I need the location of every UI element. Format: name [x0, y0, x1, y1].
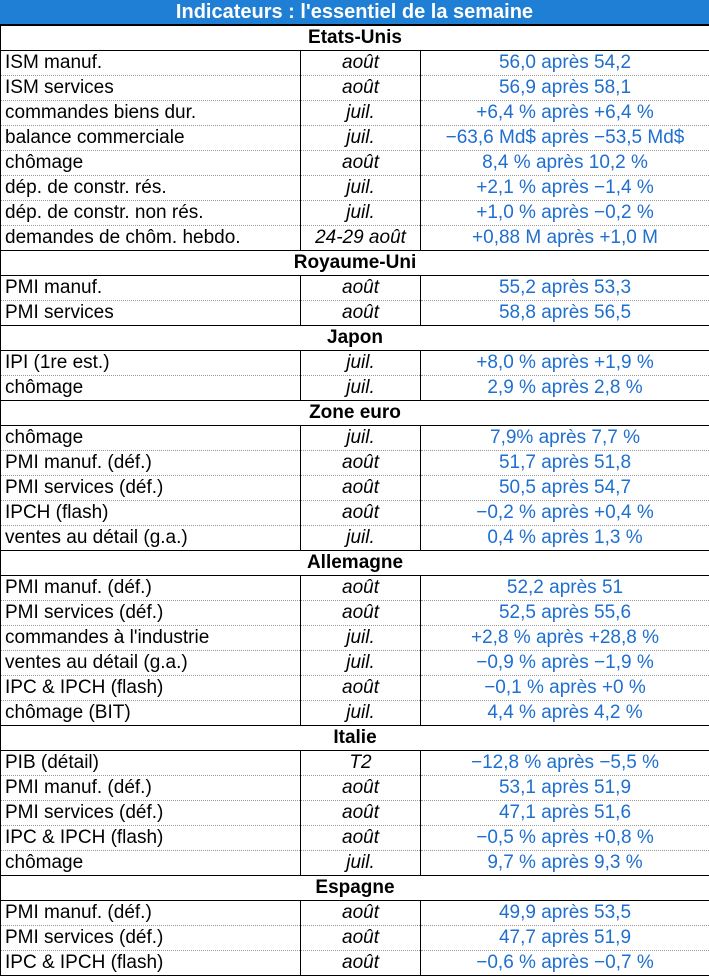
indicator-cell: ventes au détail (g.a.) — [1, 526, 301, 551]
period-cell: juil. — [301, 351, 421, 376]
section-title: Zone euro — [1, 401, 709, 426]
value-cell: 49,9 après 53,5 — [421, 901, 709, 926]
period-cell: juil. — [301, 426, 421, 451]
value-cell: 2,9 % après 2,8 % — [421, 376, 709, 401]
indicator-cell: ventes au détail (g.a.) — [1, 651, 301, 676]
indicator-cell: PMI manuf. (déf.) — [1, 576, 301, 601]
table-row — [1, 526, 709, 551]
value-cell: 47,1 après 51,6 — [421, 801, 709, 826]
indicator-cell: commandes biens dur. — [1, 101, 301, 126]
indicator-cell: dép. de constr. rés. — [1, 176, 301, 201]
value-cell: 51,7 après 51,8 — [421, 451, 709, 476]
value-cell: 9,7 % après 9,3 % — [421, 851, 709, 876]
value-cell: 8,4 % après 10,2 % — [421, 151, 709, 176]
value-cell: 52,5 après 55,6 — [421, 601, 709, 626]
table-row — [1, 751, 709, 776]
period-cell: août — [301, 301, 421, 326]
period-cell: juil. — [301, 701, 421, 726]
period-cell: août — [301, 576, 421, 601]
table-row — [1, 701, 709, 726]
table-row — [1, 201, 709, 226]
period-cell: T2 — [301, 751, 421, 776]
period-cell: août — [301, 826, 421, 851]
table-row — [1, 226, 709, 251]
table-row — [1, 101, 709, 126]
indicators-table — [0, 25, 709, 976]
period-cell: juil. — [301, 851, 421, 876]
section-header — [1, 326, 709, 351]
period-cell: août — [301, 601, 421, 626]
table-row — [1, 601, 709, 626]
value-cell: −0,5 % après +0,8 % — [421, 826, 709, 851]
period-cell: juil. — [301, 626, 421, 651]
period-cell: août — [301, 801, 421, 826]
table-row — [1, 951, 709, 976]
table-row — [1, 826, 709, 851]
period-cell: juil. — [301, 176, 421, 201]
value-cell: −0,6 % après −0,7 % — [421, 951, 709, 976]
indicator-cell: IPC & IPCH (flash) — [1, 676, 301, 701]
indicator-cell: balance commerciale — [1, 126, 301, 151]
table-row — [1, 451, 709, 476]
table-row — [1, 376, 709, 401]
table-row — [1, 801, 709, 826]
period-cell: juil. — [301, 126, 421, 151]
section-header — [1, 26, 709, 51]
value-cell: −63,6 Md$ après −53,5 Md$ — [421, 126, 709, 151]
value-cell: 7,9% après 7,7 % — [421, 426, 709, 451]
indicator-cell: dép. de constr. non rés. — [1, 201, 301, 226]
table-row — [1, 276, 709, 301]
value-cell: 52,2 après 51 — [421, 576, 709, 601]
indicator-cell: ISM services — [1, 76, 301, 101]
period-cell: juil. — [301, 101, 421, 126]
section-header — [1, 551, 709, 576]
period-cell: août — [301, 926, 421, 951]
period-cell: août — [301, 451, 421, 476]
value-cell: 50,5 après 54,7 — [421, 476, 709, 501]
value-cell: −12,8 % après −5,5 % — [421, 751, 709, 776]
value-cell: 0,4 % après 1,3 % — [421, 526, 709, 551]
indicator-cell: demandes de chôm. hebdo. — [1, 226, 301, 251]
indicator-cell: PMI services (déf.) — [1, 801, 301, 826]
indicator-cell: PMI manuf. (déf.) — [1, 451, 301, 476]
table-row — [1, 51, 709, 76]
indicator-cell: PMI services (déf.) — [1, 926, 301, 951]
period-cell: août — [301, 151, 421, 176]
table-row — [1, 576, 709, 601]
value-cell: 56,9 après 58,1 — [421, 76, 709, 101]
period-cell: août — [301, 476, 421, 501]
section-title: Espagne — [1, 876, 709, 901]
indicator-cell: PMI services (déf.) — [1, 601, 301, 626]
value-cell: 58,8 après 56,5 — [421, 301, 709, 326]
indicators-table-body — [1, 26, 709, 976]
period-cell: août — [301, 76, 421, 101]
table-row — [1, 676, 709, 701]
value-cell: 4,4 % après 4,2 % — [421, 701, 709, 726]
period-cell: juil. — [301, 526, 421, 551]
value-cell: 55,2 après 53,3 — [421, 276, 709, 301]
period-cell: août — [301, 776, 421, 801]
period-cell: août — [301, 276, 421, 301]
section-header — [1, 251, 709, 276]
value-cell: +0,88 M après +1,0 M — [421, 226, 709, 251]
period-cell: août — [301, 901, 421, 926]
section-header — [1, 876, 709, 901]
table-row — [1, 301, 709, 326]
value-cell: +6,4 % après +6,4 % — [421, 101, 709, 126]
value-cell: 53,1 après 51,9 — [421, 776, 709, 801]
value-cell: 47,7 après 51,9 — [421, 926, 709, 951]
indicator-cell: PMI services (déf.) — [1, 476, 301, 501]
table-row — [1, 351, 709, 376]
table-row — [1, 176, 709, 201]
indicator-cell: IPCH (flash) — [1, 501, 301, 526]
table-row — [1, 126, 709, 151]
section-title: Royaume-Uni — [1, 251, 709, 276]
period-cell: juil. — [301, 376, 421, 401]
indicator-cell: IPC & IPCH (flash) — [1, 951, 301, 976]
indicator-cell: PMI manuf. — [1, 276, 301, 301]
table-row — [1, 851, 709, 876]
indicator-cell: commandes à l'industrie — [1, 626, 301, 651]
indicator-cell: chômage (BIT) — [1, 701, 301, 726]
section-title: Italie — [1, 726, 709, 751]
value-cell: −0,2 % après +0,4 % — [421, 501, 709, 526]
table-row — [1, 776, 709, 801]
period-cell: juil. — [301, 201, 421, 226]
table-row — [1, 926, 709, 951]
period-cell: août — [301, 51, 421, 76]
section-title: Japon — [1, 326, 709, 351]
table-row — [1, 651, 709, 676]
value-cell: 56,0 après 54,2 — [421, 51, 709, 76]
section-title: Etats-Unis — [1, 26, 709, 51]
indicator-cell: chômage — [1, 151, 301, 176]
indicator-cell: IPC & IPCH (flash) — [1, 826, 301, 851]
value-cell: +1,0 % après −0,2 % — [421, 201, 709, 226]
section-header — [1, 726, 709, 751]
table-row — [1, 626, 709, 651]
table-row — [1, 901, 709, 926]
period-cell: août — [301, 676, 421, 701]
indicator-cell: PMI services — [1, 301, 301, 326]
section-header — [1, 401, 709, 426]
period-cell: août — [301, 501, 421, 526]
value-cell: +2,1 % après −1,4 % — [421, 176, 709, 201]
table-row — [1, 501, 709, 526]
sheet-title: Indicateurs : l'essentiel de la semaine — [0, 0, 709, 25]
table-row — [1, 151, 709, 176]
period-cell: août — [301, 951, 421, 976]
table-row — [1, 476, 709, 501]
value-cell: +8,0 % après +1,9 % — [421, 351, 709, 376]
indicator-cell: chômage — [1, 851, 301, 876]
value-cell: −0,1 % après +0 % — [421, 676, 709, 701]
value-cell: +2,8 % après +28,8 % — [421, 626, 709, 651]
section-title: Allemagne — [1, 551, 709, 576]
table-row — [1, 426, 709, 451]
indicator-cell: chômage — [1, 426, 301, 451]
period-cell: juil. — [301, 651, 421, 676]
indicator-cell: PMI manuf. (déf.) — [1, 901, 301, 926]
period-cell: 24-29 août — [301, 226, 421, 251]
indicator-cell: chômage — [1, 376, 301, 401]
table-row — [1, 76, 709, 101]
indicator-cell: ISM manuf. — [1, 51, 301, 76]
value-cell: −0,9 % après −1,9 % — [421, 651, 709, 676]
indicator-cell: PIB (détail) — [1, 751, 301, 776]
indicator-cell: IPI (1re est.) — [1, 351, 301, 376]
indicator-cell: PMI manuf. (déf.) — [1, 776, 301, 801]
